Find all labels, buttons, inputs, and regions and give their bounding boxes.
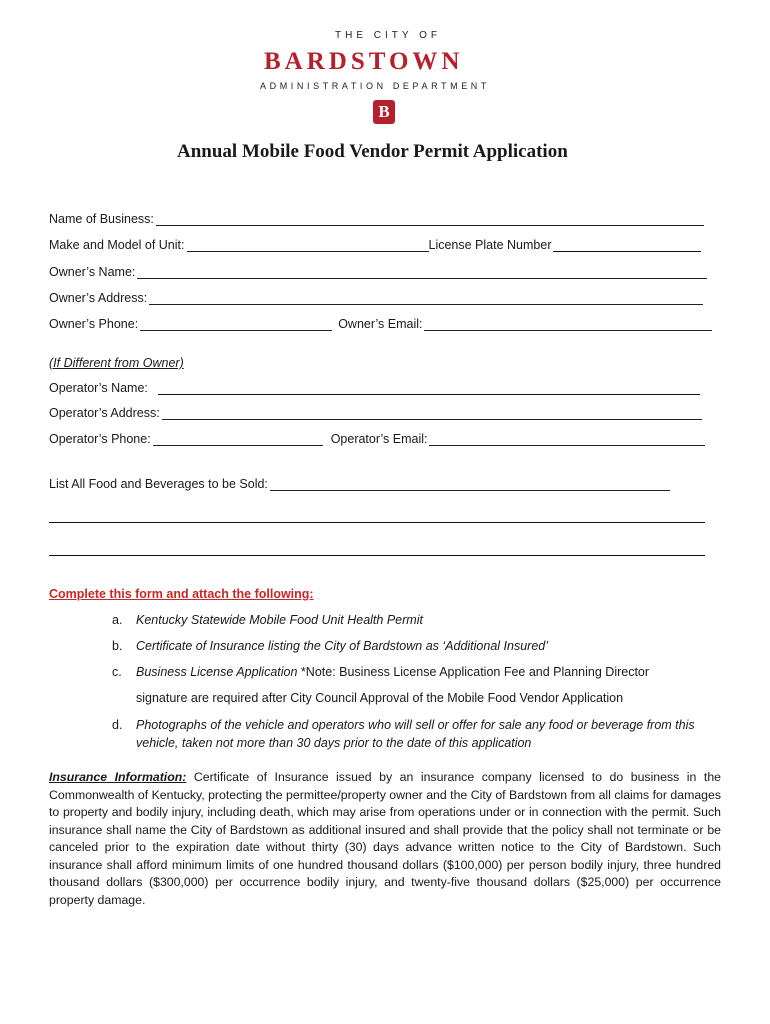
food-list-field[interactable] bbox=[270, 477, 670, 491]
operator-email-label: Operator’s Email: bbox=[330, 432, 428, 446]
owner-name-label: Owner’s Name: bbox=[49, 265, 136, 279]
make-model-field[interactable] bbox=[187, 238, 429, 252]
operator-address-label: Operator’s Address: bbox=[49, 406, 160, 420]
business-name-label: Name of Business: bbox=[49, 212, 154, 226]
operator-address-row bbox=[49, 402, 702, 420]
owner-name-row bbox=[49, 261, 707, 279]
food-list-line-2[interactable] bbox=[49, 522, 705, 523]
food-list-label: List All Food and Beverages to be Sold: bbox=[49, 477, 268, 491]
insurance-label: Insurance Information: bbox=[49, 770, 187, 784]
city-logo-icon: B bbox=[373, 100, 395, 124]
operator-address-field[interactable] bbox=[162, 406, 702, 420]
owner-email-field[interactable] bbox=[424, 317, 712, 331]
the-city-of-label: THE CITY OF bbox=[335, 30, 442, 41]
make-model-label: Make and Model of Unit: bbox=[49, 238, 185, 252]
owner-phone-label: Owner’s Phone: bbox=[49, 317, 139, 331]
attachment-item-d-continued: vehicle, taken not more than 30 days prior to the date of this application bbox=[136, 736, 532, 750]
operator-name-row bbox=[49, 377, 700, 395]
attachment-item-b: b. Certificate of Insurance listing the City of Bardstown as ‘Additional Insured’ bbox=[112, 639, 549, 653]
operator-phone-label: Operator’s Phone: bbox=[49, 432, 151, 446]
operator-phone-field[interactable] bbox=[153, 432, 323, 446]
attachment-item-d: d. Photographs of the vehicle and operators who will sell or offer for sale any food or beverage from this bbox=[112, 718, 695, 732]
owner-email-label: Owner’s Email: bbox=[338, 317, 423, 331]
license-plate-field[interactable] bbox=[553, 238, 701, 252]
insurance-text: Certificate of Insurance issued by an insurance company licensed to do business in the Commonwealth of Kentucky, protecting the permittee/property owner and the City of Bardstown from all claims for damages to property and bodily injury, including death, which may arise from operations under or in connection with the permit. Such insurance shall name the City of Bardstown as additional insured and shall provide that the policy shall not terminate or be canceled prior to the expiration date without thirty (30) days advance written notice to the City of Bardstown. Such insurance shall afford minimum limits of one hundred thousand dollars ($100,000) per person bodily injury, three hundred thousand dollars ($300,000) per occurrence bodily injury, and twenty-five thousand dollars ($25,000) per occurrence property damage. bbox=[49, 770, 721, 907]
business-name-row bbox=[49, 208, 704, 226]
insurance-paragraph bbox=[49, 769, 721, 909]
owner-name-field[interactable] bbox=[137, 265, 707, 279]
attachment-item-c: c. Business License Application *Note: Business License Application Fee and Planning Director bbox=[112, 665, 650, 679]
owner-address-label: Owner’s Address: bbox=[49, 291, 148, 305]
food-list-line-3[interactable] bbox=[49, 555, 705, 556]
license-plate-label: License Plate Number bbox=[428, 238, 552, 252]
owner-address-row bbox=[49, 287, 703, 305]
operator-contact-row bbox=[49, 428, 705, 446]
operator-name-field[interactable] bbox=[158, 381, 700, 395]
brand-wordmark: BARDSTOWN bbox=[264, 48, 464, 75]
operator-note: (If Different from Owner) bbox=[49, 356, 184, 370]
attachment-item-c-continued: signature are required after City Council Approval of the Mobile Food Vendor Application bbox=[136, 691, 624, 705]
make-model-row bbox=[49, 234, 701, 252]
food-list-row bbox=[49, 473, 670, 491]
operator-name-label: Operator’s Name: bbox=[49, 381, 148, 395]
owner-address-field[interactable] bbox=[149, 291, 703, 305]
department-label: ADMINISTRATION DEPARTMENT bbox=[260, 81, 491, 91]
business-name-field[interactable] bbox=[156, 212, 704, 226]
page-title: Annual Mobile Food Vendor Permit Application bbox=[177, 141, 568, 162]
owner-contact-row bbox=[49, 313, 712, 331]
attachments-heading: Complete this form and attach the following: bbox=[49, 587, 314, 601]
operator-email-field[interactable] bbox=[429, 432, 705, 446]
owner-phone-field[interactable] bbox=[140, 317, 332, 331]
attachment-item-a: a. Kentucky Statewide Mobile Food Unit Health Permit bbox=[112, 613, 423, 627]
